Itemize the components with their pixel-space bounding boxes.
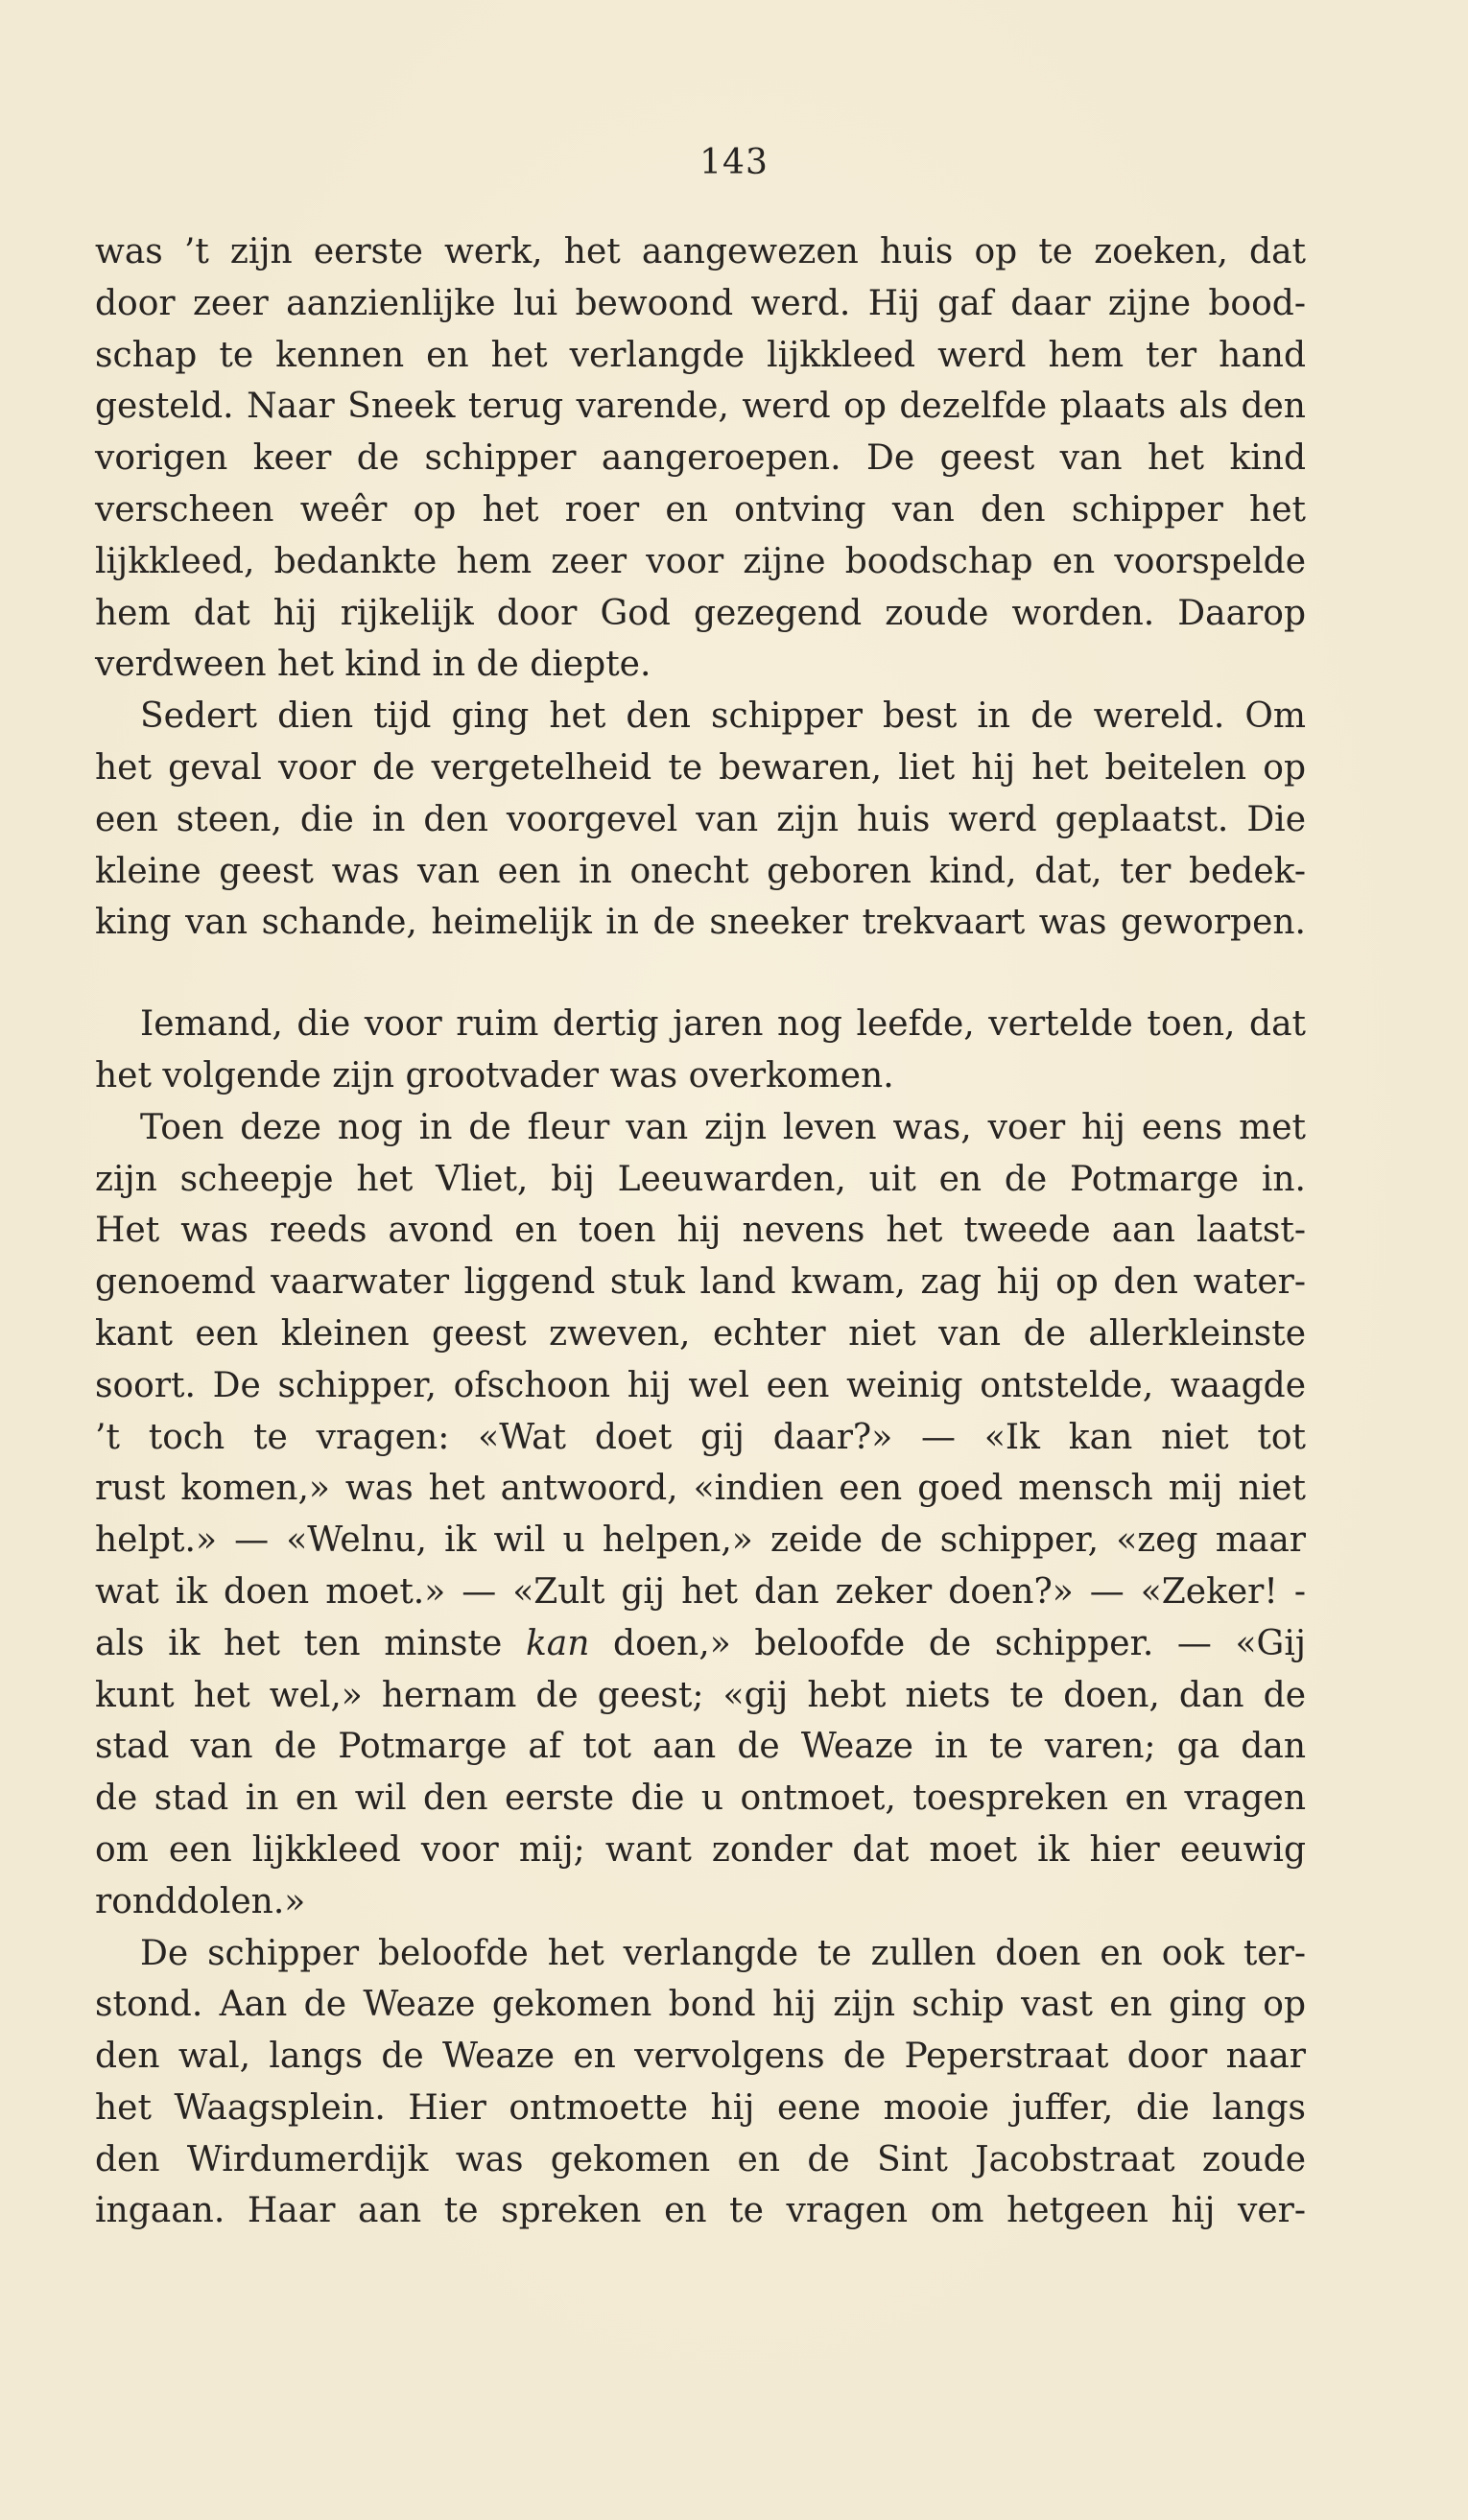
paragraph — [95, 1928, 1306, 2238]
text-line: door zeer aanzienlijke lui bewoond werd. Hij gaf daar zijne bood- — [95, 283, 1306, 323]
text-line: den wal, langs de Weaze en vervolgens de Peperstraat door naar — [95, 2037, 1306, 2077]
italic-word: kan — [525, 1623, 590, 1663]
text-line: ’t toch te vragen: «Wat doet gij daar?» — «Ik kan niet tot — [95, 1417, 1306, 1457]
paragraph — [95, 1102, 1306, 1928]
text-line: ingaan. Haar aan te spreken en te vragen om hetgeen hij ver- — [95, 2191, 1306, 2231]
text-line: ronddolen.» — [95, 1881, 306, 1921]
text-line: lijkkleed, bedankte hem zeer voor zijne boodschap en voorspelde — [95, 541, 1306, 581]
text-line: kleine geest was van een in onecht geboren kind, dat, ter bedek- — [95, 851, 1306, 891]
text-line: kant een kleinen geest zweven, echter niet van de allerkleinste — [95, 1313, 1306, 1354]
text-line: was ’t zijn eerste werk, het aangewezen huis op te zoeken, dat — [95, 232, 1306, 271]
text-line: schap te kennen en het verlangde lijkkleed werd hem ter hand — [95, 335, 1306, 375]
text-line: den Wirdumerdijk was gekomen en de Sint Jacobstraat zoude — [95, 2139, 1306, 2179]
paragraph — [95, 999, 1306, 1102]
text-line: Toen deze nog in de fleur van zijn leven was, voer hij eens met — [140, 1107, 1306, 1147]
text-line: de stad in en wil den eerste die u ontmoet, toespreken en vragen — [95, 1778, 1306, 1819]
text-line: zijn scheepje het Vliet, bij Leeuwarden, uit en de Potmarge in. — [95, 1159, 1306, 1199]
text-line: king van schande, heimelijk in de sneeker trekvaart was geworpen. — [95, 903, 1306, 943]
body-text — [95, 226, 1306, 2237]
text-line: om een lijkkleed voor mij; want zonder dat moet ik hier eeuwig — [95, 1829, 1306, 1870]
text-line: verdween het kind in de diepte. — [95, 645, 651, 685]
text-line: het Waagsplein. Hier ontmoette hij eene mooie juffer, die langs — [95, 2087, 1306, 2128]
text-line: Het was reeds avond en toen hij nevens het tweede aan laatst- — [95, 1211, 1306, 1251]
text-line: wat ik doen moet.» — «Zult gij het dan zeker doen?» — «Zeker! - — [95, 1571, 1306, 1612]
text-line: kunt het wel,» hernam de geest; «gij hebt niets te doen, dan de — [95, 1675, 1306, 1715]
text-line: hem dat hij rijkelijk door God gezegend zoude worden. Daarop — [95, 593, 1306, 633]
text-line: verscheen weêr op het roer en ontving van den schipper het — [95, 489, 1306, 530]
text-line: rust komen,» was het antwoord, «indien een goed mensch mij niet — [95, 1469, 1306, 1509]
text-line: soort. De schipper, ofschoon hij wel een weinig ontstelde, waagde — [95, 1365, 1306, 1405]
text-line: Iemand, die voor ruim dertig jaren nog leefde, vertelde toen, dat — [140, 1004, 1306, 1045]
paragraph — [95, 691, 1306, 949]
text-line: stond. Aan de Weaze gekomen bond hij zijn schip vast en ging op — [95, 1985, 1306, 2025]
text-line: Sedert dien tijd ging het den schipper best in de wereld. Om — [140, 696, 1306, 737]
text-line: het geval voor de vergetelheid te bewaren, liet hij het beitelen op — [95, 747, 1306, 788]
section-gap — [95, 949, 1306, 999]
text-line: stad van de Potmarge af tot aan de Weaze in te varen; ga dan — [95, 1727, 1306, 1767]
text-line: vorigen keer de schipper aangeroepen. De geest van het kind — [95, 438, 1306, 479]
text-line: een steen, die in den voorgevel van zijn huis werd geplaatst. Die — [95, 799, 1306, 839]
paragraph — [95, 226, 1306, 691]
text-line: helpt.» — «Welnu, ik wil u helpen,» zeide de schipper, «zeg maar — [95, 1520, 1306, 1561]
text-line-with-italic: als ik het ten minste kan doen,» beloofde de schipper. — «Gij — [95, 1623, 1306, 1663]
text-line: gesteld. Naar Sneek terug varende, werd op dezelfde plaats als den — [95, 387, 1306, 427]
text-line: De schipper beloofde het verlangde te zullen doen en ook ter- — [140, 1933, 1306, 1973]
text-line: het volgende zijn grootvader was overkomen. — [95, 1055, 894, 1095]
text-line: genoemd vaarwater liggend stuk land kwam, zag hij op den water- — [95, 1262, 1306, 1303]
page-number: 143 — [699, 143, 769, 182]
